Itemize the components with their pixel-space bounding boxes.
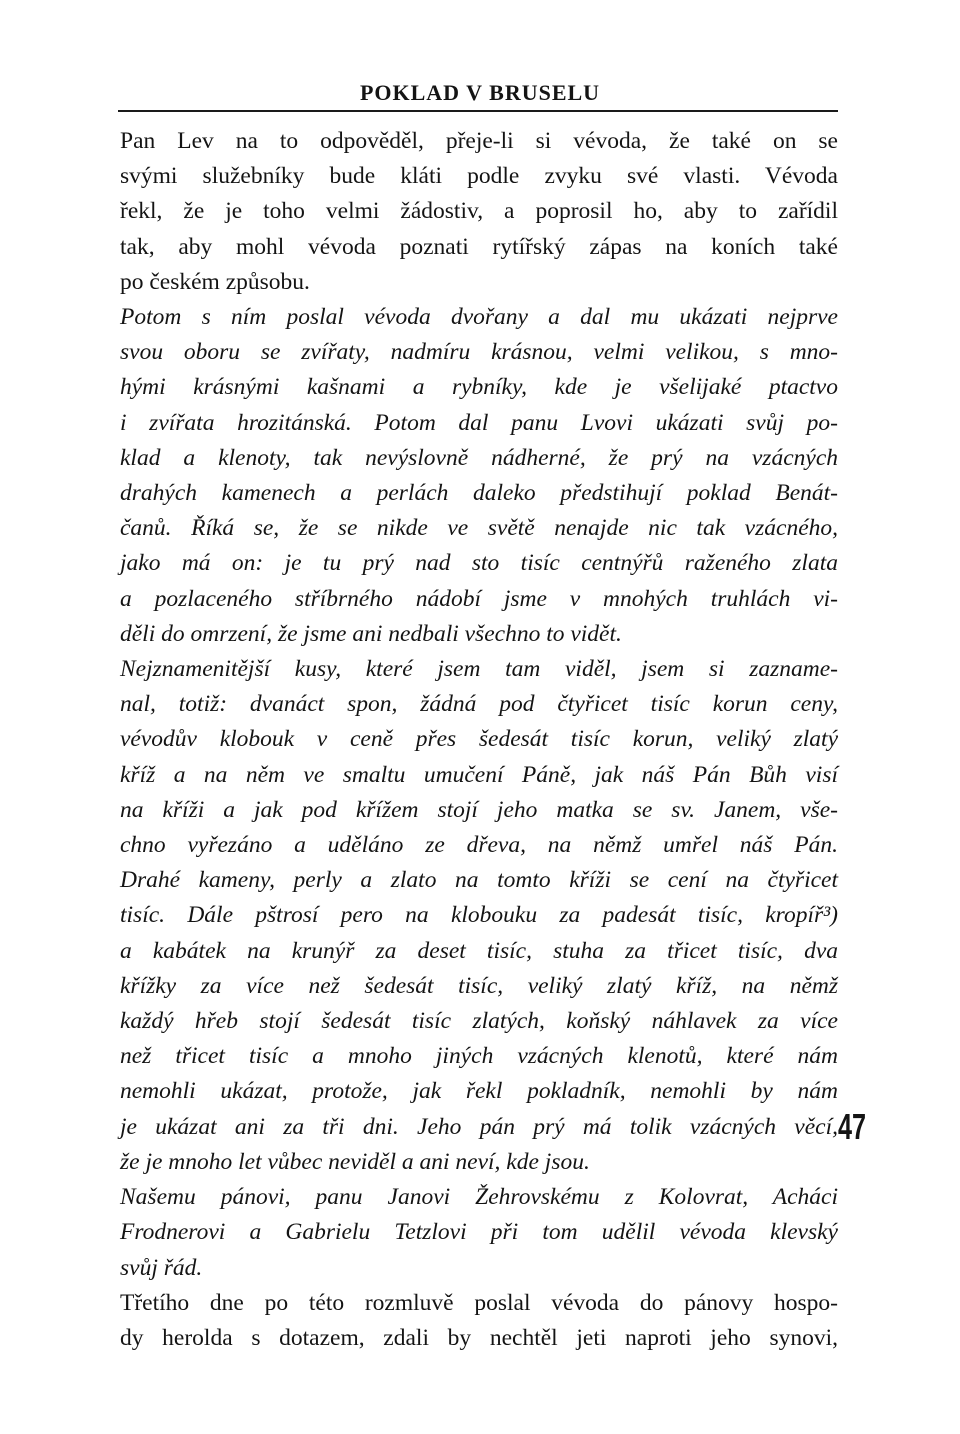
page-number: 47 <box>838 1106 867 1147</box>
text-line: Pan Lev na to odpověděl, přeje-li si vévoda, že také on se <box>120 128 838 154</box>
paragraph-roman-2 <box>120 1286 838 1356</box>
running-header: POKLAD V BRUSELU <box>359 80 601 105</box>
text-line: svůj řád. <box>120 1254 203 1281</box>
text-line: Třetího dne po této rozmluvě poslal vévoda do pánovy hospo- <box>120 1289 838 1316</box>
body-text <box>120 124 838 1356</box>
text-line: čanů. Říká se, že se nikde ve světě nenajde nic tak vzácného, <box>120 515 838 542</box>
text-line: že je mnoho let vůbec neviděl a ani neví, kde jsou. <box>120 1148 590 1175</box>
text-line: nal, totiž: dvanáct spon, žádná pod čtyřicet tisíc korun ceny, <box>120 691 838 718</box>
header-rule <box>118 110 838 112</box>
text-line: klad a klenoty, tak nevýslovně nádherné, že prý na vzácných <box>120 444 838 471</box>
text-line: Nejznamenitější kusy, které jsem tam viděl, jsem si zazname- <box>120 656 838 683</box>
text-line: Drahé kameny, perly a zlato na tomto kříži se cení na čtyřicet <box>120 867 838 894</box>
text-line: jako má on: je tu prý nad sto tisíc centnýřů raženého zlata <box>120 550 838 577</box>
text-line: po českém způsobu. <box>120 268 310 295</box>
text-line: i zvířata hrozitánská. Potom dal panu Lvovi ukázati svůj po- <box>120 409 838 436</box>
text-line: Našemu pánovi, panu Janovi Žehrovskému z Kolovrat, Acháci <box>120 1184 838 1211</box>
text-line: než třicet tisíc a mnoho jiných vzácných klenotů, které nám <box>120 1043 838 1070</box>
text-line: je ukázat ani za tři dni. Jeho pán prý má tolik vzácných věcí, <box>120 1113 838 1140</box>
paragraph-italic-2 <box>120 652 838 1180</box>
text-line: řekl, že je toho velmi žádostiv, a poprosil ho, aby to zařídil <box>120 198 838 225</box>
text-line: a pozlaceného stříbrného nádobí jsme v mnohých truhlách vi- <box>120 585 838 612</box>
text-line: hými krásnými kašnami a rybníky, kde je všelijaké ptactvo <box>120 374 838 401</box>
paragraph-roman-1 <box>120 124 838 300</box>
text-line: Frodnerovi a Gabrielu Tetzlovi při tom udělil vévoda klevský <box>120 1219 838 1246</box>
text-line: dy herolda s dotazem, zdali by nechtěl jeti naproti jeho synovi, <box>120 1324 838 1351</box>
text-line: vévodův klobouk v ceně přes šedesát tisíc korun, veliký zlatý <box>120 726 838 753</box>
text-line: kříž a na něm ve smaltu umučení Páně, jak náš Pán Bůh visí <box>120 761 838 788</box>
text-line: nemohli ukázat, protože, jak řekl pokladník, nemohli by nám <box>120 1078 838 1105</box>
paragraph-italic-3 <box>120 1180 838 1286</box>
text-line: a kabátek na krunýř za deset tisíc, stuha za třicet tisíc, dva <box>120 937 838 964</box>
text-line: tak, aby mohl vévoda poznati rytířský zápas na koních také <box>120 233 838 260</box>
text-line: na kříži a jak pod křížem stojí jeho matka se sv. Janem, vše- <box>120 796 838 823</box>
text-line: děli do omrzení, že jsme ani nedbali všechno to vidět. <box>120 620 622 647</box>
text-line: chno vyřezáno a uděláno ze dřeva, na němž umřel náš Pán. <box>120 832 838 859</box>
text-line: svou oboru se zvířaty, nadmíru krásnou, velmi velikou, s mno- <box>120 339 838 366</box>
text-line: křížky za více než šedesát tisíc, veliký zlatý kříž, na němž <box>120 972 838 999</box>
text-line: drahých kamenech a perlách daleko předstihují poklad Benát- <box>120 480 838 507</box>
paragraph-italic-1 <box>120 300 838 652</box>
text-line: každý hřeb stojí šedesát tisíc zlatých, koňský náhlavek za více <box>120 1008 838 1035</box>
text-line: tisíc. Dále pštrosí pero na klobouku za padesát tisíc, kropíř³) <box>120 902 838 929</box>
text-line: Potom s ním poslal vévoda dvořany a dal mu ukázati nejprve <box>120 304 838 331</box>
text-line: svými služebníky bude kláti podle zvyku své vlasti. Vévoda <box>120 163 838 190</box>
